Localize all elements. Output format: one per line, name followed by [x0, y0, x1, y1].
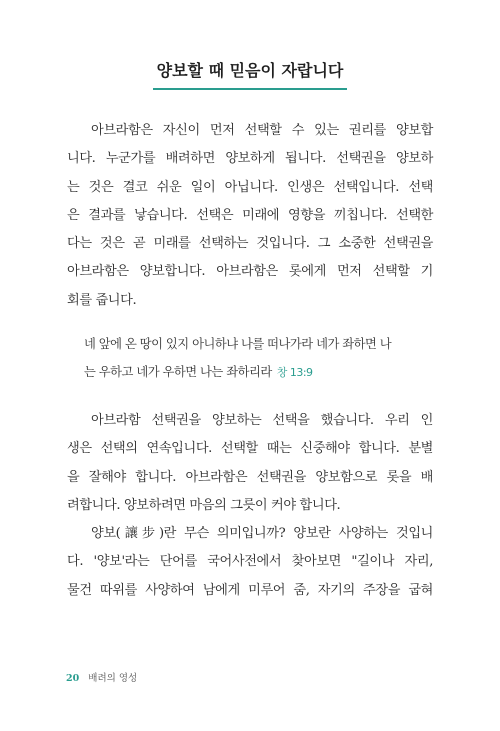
- text-line: 회를 줍니다.: [67, 292, 137, 308]
- text-line: 다는 것은 곧 미래를 선택하는 것입니다. 그 소중한 선택권을: [67, 236, 433, 252]
- text-line: 다. '양보'라는 단어를 국어사전에서 찾아보면 "길이나 자리,: [67, 554, 433, 570]
- chapter-title: 양보할 때 믿음이 자랍니다: [153, 58, 348, 90]
- scripture-quote: [84, 330, 433, 387]
- quote-line: 네 앞에 온 땅이 있지 아니하냐 나를 떠나가라 네가 좌하면 나: [84, 337, 392, 351]
- page-footer: [66, 670, 137, 684]
- chapter-heading: [0, 58, 500, 90]
- page-number: 20: [66, 673, 80, 684]
- text-line: 은 결과를 낳습니다. 선택은 미래에 영향을 끼칩니다. 선택한: [67, 207, 433, 223]
- text-line: 아브라함은 자신이 먼저 선택할 수 있는 권리를 양보합: [91, 123, 433, 138]
- paragraph-1: [67, 117, 433, 315]
- quote-line: 는 우하고 네가 우하면 나는 좌하리라: [84, 365, 272, 379]
- book-title: 배려의 영성: [88, 673, 138, 684]
- text-line: 을 잘해야 합니다. 아브라함은 선택권을 양보함으로 롯을 배: [67, 469, 433, 485]
- text-line: 양보(讓步)란 무슨 의미입니까? 양보란 사양하는 것입니: [91, 526, 433, 542]
- text-line: 는 것은 결코 쉬운 일이 아닙니다. 인생은 선택입니다. 선택: [67, 179, 433, 195]
- text-line: 생은 선택의 연속입니다. 선택할 때는 신중해야 합니다. 분별: [67, 441, 433, 457]
- paragraph-2: [67, 407, 433, 605]
- text-line: 물건 따위를 사양하여 남에게 미루어 줌, 자기의 주장을 굽혀: [67, 582, 433, 598]
- scripture-reference: 창 13:9: [276, 366, 313, 379]
- text-line: 아브라함은 양보합니다. 아브라함은 롯에게 먼저 선택할 기: [67, 264, 433, 280]
- text-line: 아브라함 선택권을 양보하는 선택을 했습니다. 우리 인: [91, 413, 433, 428]
- text-line: 려합니다. 양보하려면 마음의 그릇이 커야 합니다.: [67, 497, 341, 513]
- text-line: 니다. 누군가를 배려하면 양보하게 됩니다. 선택권을 양보하: [67, 151, 433, 167]
